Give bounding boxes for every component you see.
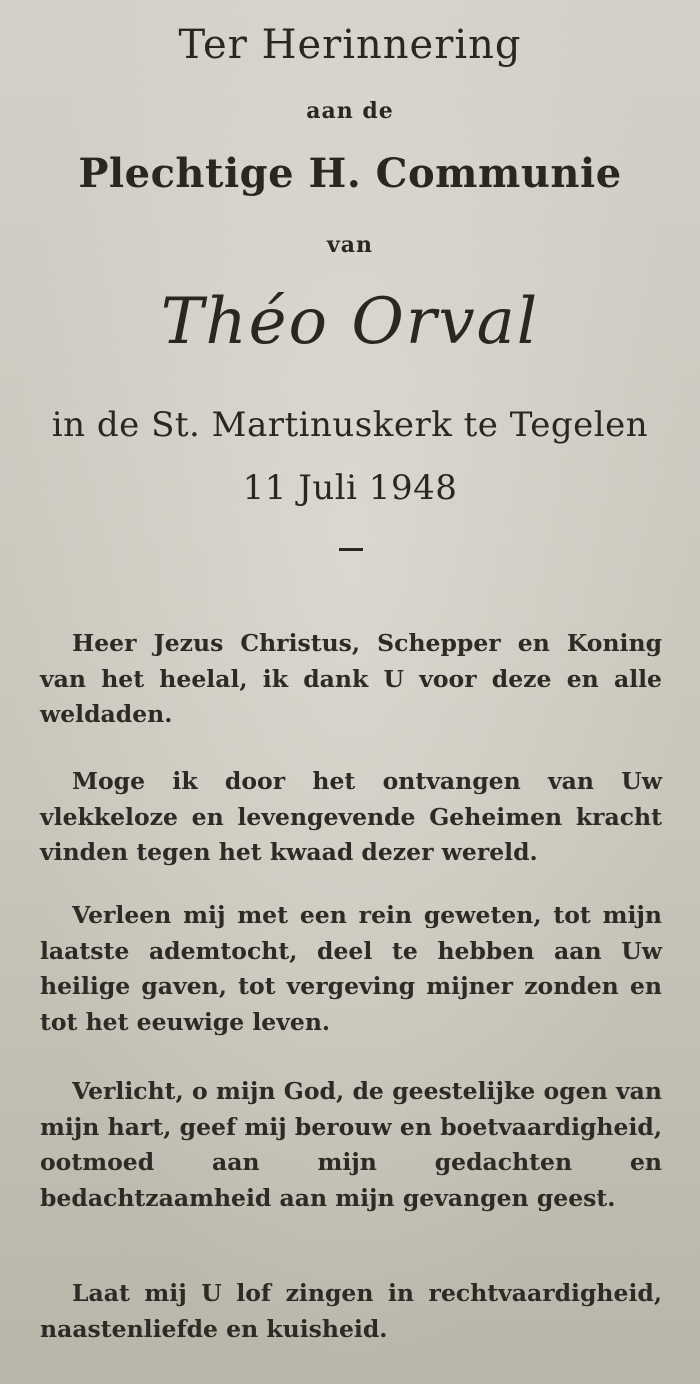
card-title-line-2: Plechtige H. Communie [78,150,622,197]
card-title-line-1: Ter Herinnering [178,22,522,68]
church-location: in de St. Martinuskerk te Tegelen [51,405,649,445]
prayer-paragraph-4: Verlicht, o mijn God, de geestelijke ogen van mijn hart, geef mij berouw en boetvaardigheid, ootmoed aan mijn gedachten en bedachtzaamheid aan mijn gevangen geest. [40,1077,662,1212]
divider [339,548,363,551]
connector-aan-de: aan de [306,98,394,124]
connector-van: van [326,232,374,258]
prayer-paragraph-3: Verleen mij met een rein geweten, tot mijn laatste ademtocht, deel te hebben aan Uw heilige gaven, tot vergeving mijner zonden en tot het eeuwige leven. [40,901,662,1036]
communicant-name: Théo Orval [160,285,540,359]
prayer-paragraph-5: Laat mij U lof zingen in rechtvaardigheid, naastenliefde en kuisheid. [40,1279,662,1343]
prayer-paragraph-1: Heer Jezus Christus, Schepper en Koning van het heelal, ik dank U voor deze en alle weldaden. [40,629,662,728]
prayer-paragraph-2: Moge ik door het ontvangen van Uw vlekkeloze en levengevende Geheimen kracht vinden tegen het kwaad dezer wereld. [40,767,662,866]
communion-date: 11 Juli 1948 [242,468,458,508]
